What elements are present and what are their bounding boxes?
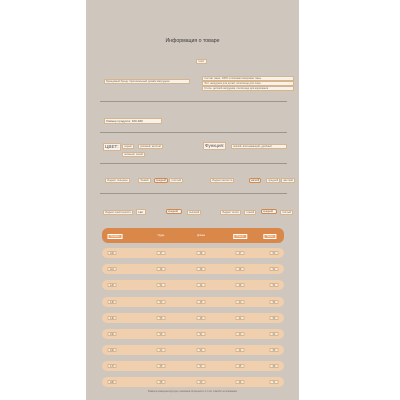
table-row <box>102 329 284 339</box>
cell-length: 42 <box>197 283 206 287</box>
table-row <box>102 361 284 371</box>
table-row <box>102 313 284 323</box>
cell-size: 140 <box>108 316 117 320</box>
divider-3 <box>100 163 287 164</box>
cell-size: 120 <box>108 283 117 287</box>
cell-size: 100 <box>108 251 117 255</box>
cell-waist: 65 <box>270 348 279 352</box>
color-label: ЦВЕТ: <box>105 144 119 149</box>
warmth-opt-1: тонкий <box>244 210 256 215</box>
size-label: Размер продукта: 100-180 <box>104 118 162 124</box>
cell-length: 48 <box>197 316 206 320</box>
header-length: Длина <box>197 233 205 237</box>
cell-length: 51 <box>197 332 206 336</box>
info-right-1: Состав ткани: 100% хлопковая махровая ткань <box>202 76 294 81</box>
cell-length: 36 <box>197 251 206 255</box>
elasticity-opt-3: высокий <box>187 210 201 215</box>
cell-waist: 52 <box>270 267 279 271</box>
cell-length: 39 <box>197 267 206 271</box>
softness-opt-2: средний <box>266 178 280 183</box>
cell-shoulder: 32 <box>236 316 245 320</box>
header-chest: Грудь <box>157 233 165 237</box>
cell-waist: 71 <box>270 380 279 384</box>
cell-waist: 59 <box>270 316 279 320</box>
cell-size: 160 <box>108 348 117 352</box>
cell-chest: 51 <box>157 283 166 287</box>
cell-size: 170 <box>108 364 117 368</box>
divider-1 <box>100 101 287 102</box>
softness-label: Индекс мягкости <box>210 178 234 183</box>
cell-chest: 53 <box>157 300 166 304</box>
cell-size: 150 <box>108 332 117 336</box>
thickness-opt-2: средний <box>156 178 166 182</box>
cell-shoulder: 28 <box>236 267 245 271</box>
cell-chest: 56 <box>157 316 166 320</box>
elasticity-opt-1: Нет <box>136 209 146 215</box>
cell-chest: 49 <box>157 267 166 271</box>
thickness-opt-1: Тонкий <box>138 178 151 183</box>
header-waist: Талия <box>263 234 276 239</box>
cell-waist: 54 <box>270 283 279 287</box>
table-row <box>102 297 284 307</box>
size-table-header <box>102 228 284 243</box>
color-value-3: зеленый, синий <box>122 152 145 157</box>
thickness-opt-3: толстый <box>169 178 183 183</box>
table-row <box>102 264 284 274</box>
softness-opt-3: жесткий <box>281 178 295 183</box>
cell-shoulder: 36 <box>236 380 245 384</box>
cell-size: 130 <box>108 300 117 304</box>
info-left: Брендовый бренд: Оригинальный дизайн Нагрудник <box>104 79 190 84</box>
softness-opt-1: мягкий <box>251 178 260 182</box>
thickness-label: Индекс толщины <box>105 178 130 183</box>
cell-chest: 68 <box>157 380 166 384</box>
cell-waist: 50 <box>270 251 279 255</box>
header-size: Размер <box>108 234 123 239</box>
page-title: Информация о товаре <box>165 38 220 44</box>
color-value-1: серый <box>122 144 134 149</box>
warmth-label: Индекс тепла <box>220 210 241 215</box>
header-shoulder: Плечо <box>233 234 247 239</box>
cell-shoulder: 34 <box>236 348 245 352</box>
cell-size: 110 <box>108 267 117 271</box>
cell-waist: 68 <box>270 364 279 368</box>
function-label: Функция: <box>205 143 225 148</box>
divider-2 <box>100 132 287 133</box>
table-row <box>102 280 284 290</box>
info-right-3: Стиль: детский нагрудник, полотенце для кормления <box>202 86 294 91</box>
cell-waist: 56 <box>270 300 279 304</box>
cell-shoulder: 29 <box>236 283 245 287</box>
footer-note: Размеры измерены вручную, возможна погрешность 1-3 см, спасибо за понимание <box>147 391 238 393</box>
table-row <box>102 377 284 387</box>
cell-waist: 62 <box>270 332 279 336</box>
elasticity-opt-2: средний <box>166 209 182 214</box>
warmth-opt-3: теплый <box>280 210 293 215</box>
cell-shoulder: 30 <box>236 300 245 304</box>
cell-shoulder: 33 <box>236 332 245 336</box>
cell-shoulder: 27 <box>236 251 245 255</box>
function-value: мягкий, впитывающий, удобный <box>231 144 287 149</box>
cell-length: 45 <box>197 300 206 304</box>
cell-size: 180 <box>108 380 117 384</box>
cell-length: 60 <box>197 380 206 384</box>
cell-chest: 65 <box>157 364 166 368</box>
color-value-2: розовый, желтый <box>138 144 163 149</box>
warmth-opt-2: средний <box>261 209 277 214</box>
product-info-card <box>86 0 299 400</box>
table-row <box>102 248 284 258</box>
cell-length: 57 <box>197 364 206 368</box>
info-right-2: Тип: нагрудник для детей, полотенце для лица <box>202 81 294 86</box>
cell-chest: 62 <box>157 348 166 352</box>
top-chip: текст <box>196 59 207 64</box>
cell-length: 54 <box>197 348 206 352</box>
divider-4 <box>100 193 287 194</box>
cell-chest: 47 <box>157 251 166 255</box>
cell-chest: 59 <box>157 332 166 336</box>
elasticity-label: Индекс эластичности <box>103 210 133 215</box>
table-row <box>102 345 284 355</box>
cell-shoulder: 35 <box>236 364 245 368</box>
